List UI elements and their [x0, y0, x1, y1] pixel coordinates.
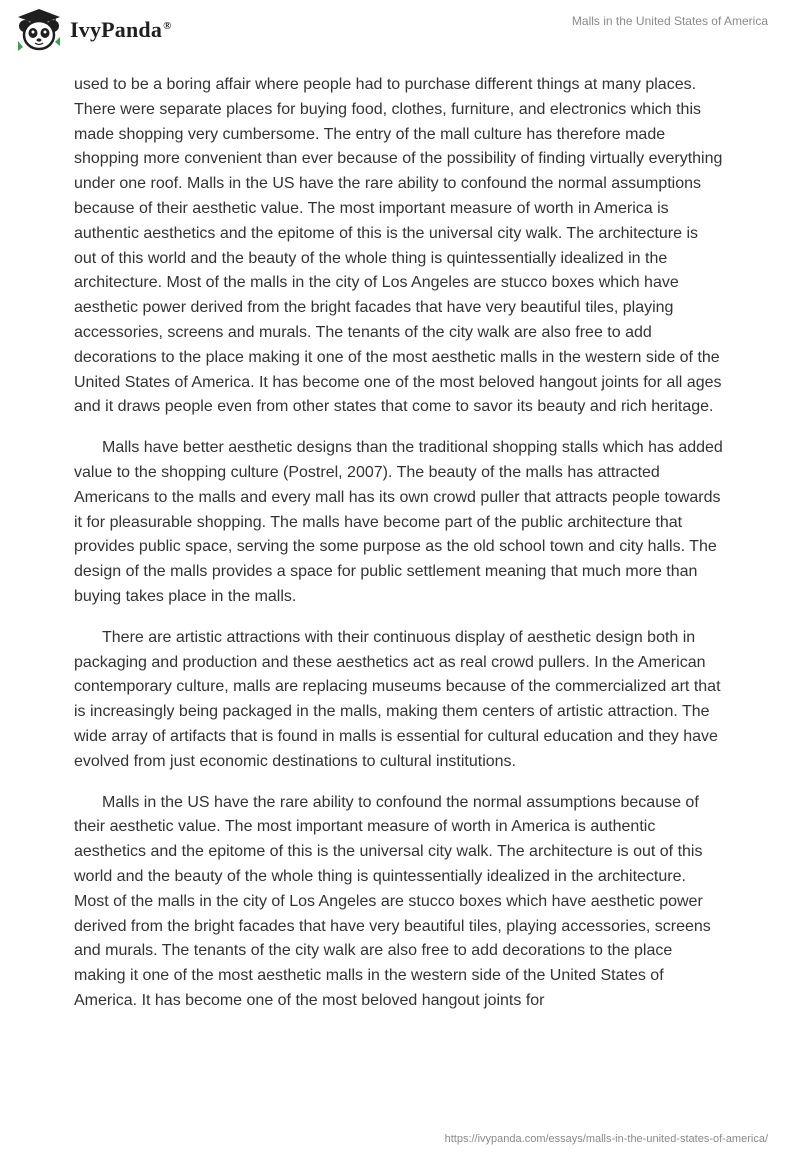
paragraph-4: Malls in the US have the rare ability to confound the normal assumptions because of their aesthetic value. The most important measure of worth in America is authentic aesthetics and the epitome of this is the universal city walk. The architecture is out of this world and the beauty of the whole thing is quintessentially idealized in the architecture. Most of the malls in the city of Los Angeles are stucco boxes which have aesthetic power derived from the bright facades that have very beautiful tiles, playing accessories, screens and murals. The tenants of the city walk are also free to add decorations to the place making it one of the most aesthetic malls in the western side of the United States of America. It has become one of the most beloved hangout joints for [74, 793, 711, 1009]
paragraph-1: used to be a boring affair where people had to purchase different things at many places. There were separate places for buying food, clothes, furniture, and electronics which this made shopping very cumbersome. The entry of the mall culture has therefore made shopping more convenient than ever because of the possibility of finding virtually everything under one roof. Malls in the US have the rare ability to confound the normal assumptions because of their aesthetic value. The most important measure of worth in America is authentic aesthetics and the epitome of this is the universal city walk. The architecture is out of this world and the beauty of the whole thing is quintessentially idealized in the architecture. Most of the malls in the city of Los Angeles are stucco boxes which have aesthetic power derived from the bright facades that have very beautiful tiles, playing accessories, screens and murals. The tenants of the city walk are also free to add decorations to the place making it one of the most aesthetic malls in the western side of the United States of America. It has become one of the most beloved hangout joints for all ages and it draws people even from other states that come to savor its beauty and rich heritage. [74, 76, 723, 416]
paragraph-3: There are artistic attractions with their continuous display of aesthetic design both in packaging and production and these aesthetics act as real crowd pullers. In the American contemporary culture, malls are replacing museums because of the commercialized art that is increasingly being packaged in the malls, making them centers of artistic attraction. The wide array of artifacts that is found in malls is essential for cultural education and they have evolved from just economic destinations to cultural institutions. [74, 628, 721, 770]
ivypanda-logo[interactable] [14, 7, 172, 53]
source-url[interactable]: https://ivypanda.com/essays/malls-in-the-united-states-of-america/ [444, 1133, 768, 1145]
essay-body [74, 73, 724, 1030]
document-title: Malls in the United States of America [571, 14, 768, 28]
page-header [0, 0, 800, 60]
brand-name: IvyPanda® [70, 17, 172, 42]
paragraph-2: Malls have better aesthetic designs than the traditional shopping stalls which has added value to the shopping culture (Postrel, 2007). The beauty of the malls has attracted Americans to the malls and every mall has its own crowd puller that attracts people towards it for pleasurable shopping. The malls have become part of the public architecture that provides public space, serving the some purpose as the old school town and city halls. The design of the malls provides a space for public settlement meaning that much more than buying takes place in the malls. [74, 439, 723, 605]
panda-graduate-icon [14, 7, 64, 53]
